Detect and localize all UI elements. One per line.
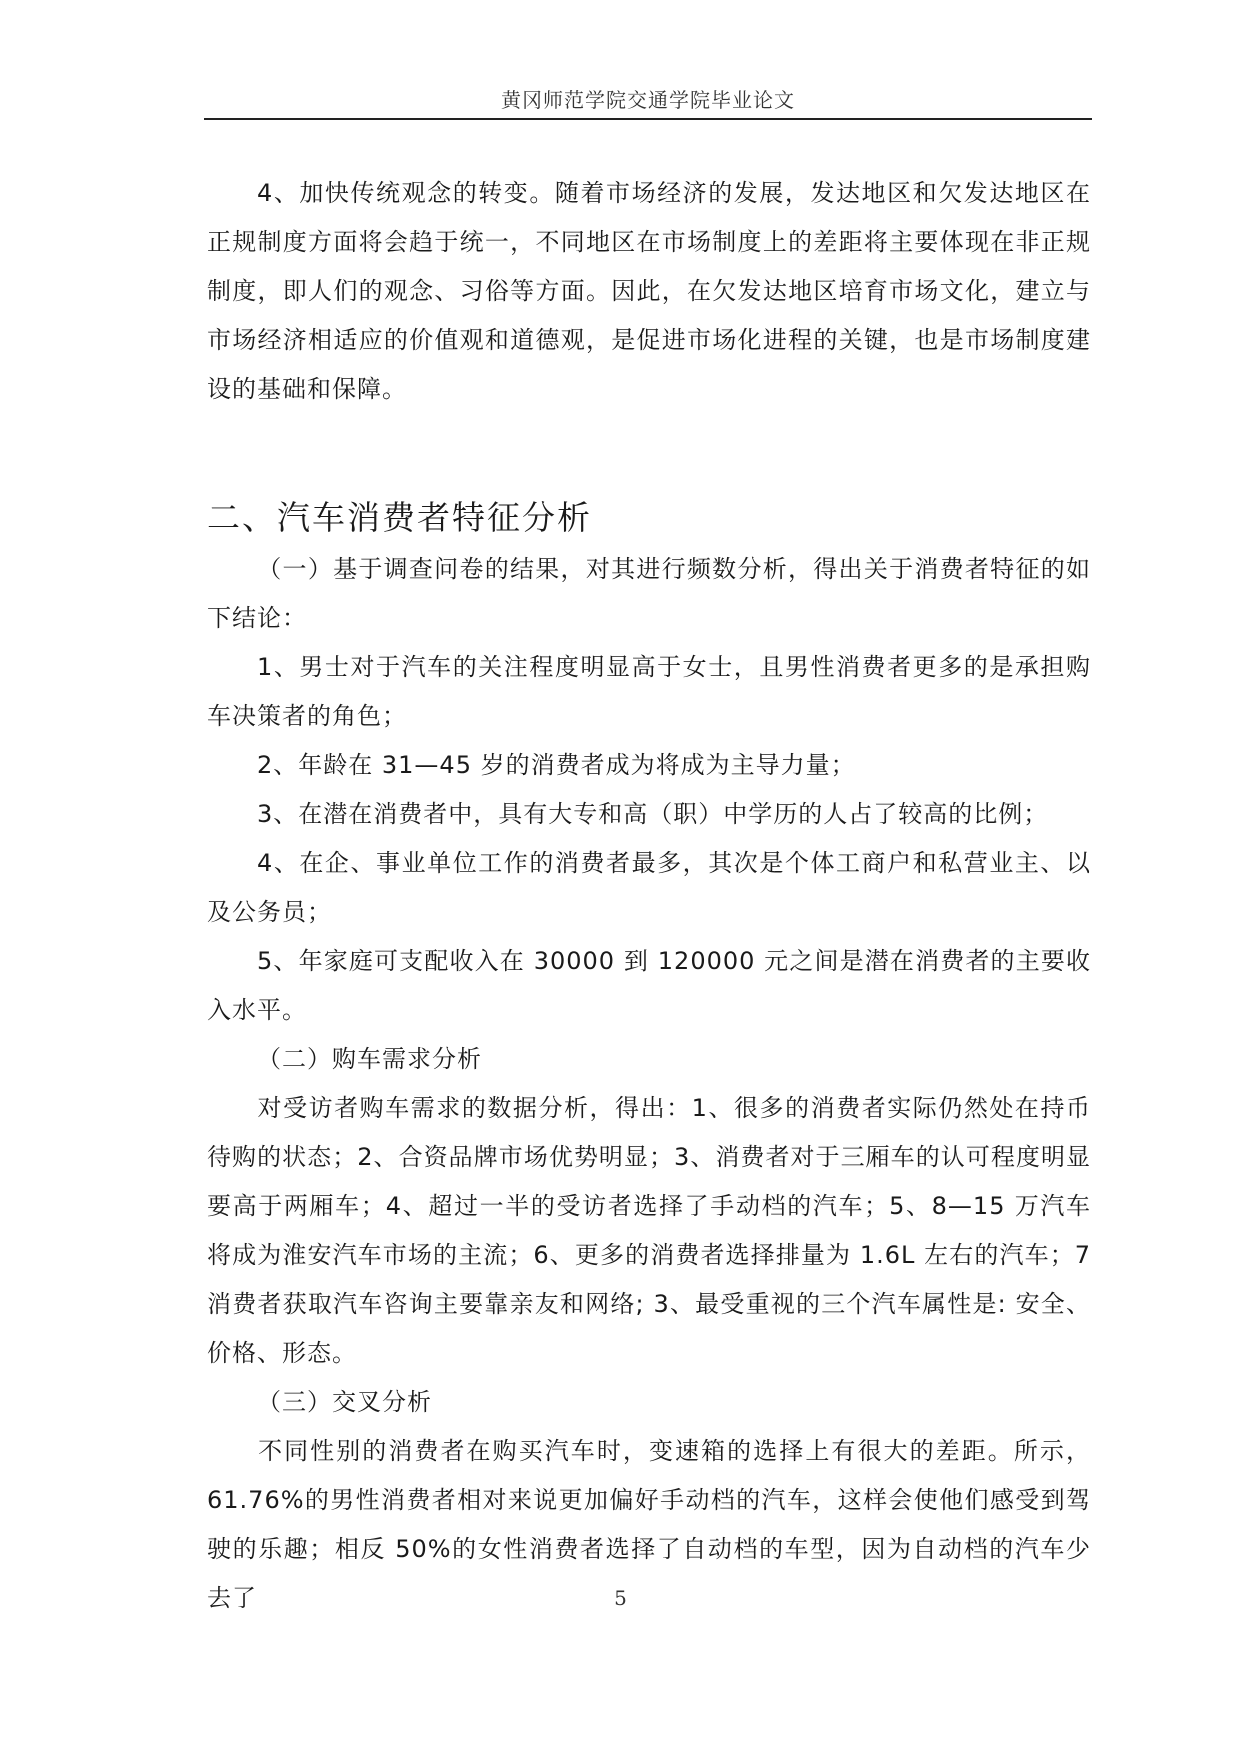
header-divider xyxy=(204,118,1092,120)
paragraph-text: 1、男士对于汽车的关注程度明显高于女士，且男性消费者更多的是承担购车决策者的角色； xyxy=(207,653,1091,730)
subsection-2-heading: （二）购车需求分析 xyxy=(257,1045,482,1073)
paragraph-traditional-concepts xyxy=(207,169,1091,414)
paragraph-text: 不同性别的消费者在购买汽车时，变速箱的选择上有很大的差距。所示，61.76%的男性消费者相对来说更加偏好手动档的汽车，这样会使他们感受到驾驶的乐趣；相反 50%的女性消费者选择了自动档的车型，因为自动档的汽车少去了 xyxy=(207,1437,1091,1612)
list-item-1 xyxy=(207,643,1091,741)
subsection-2-body xyxy=(207,1084,1091,1378)
paragraph-text: 对受访者购车需求的数据分析，得出：1、很多的消费者实际仍然处在持币待购的状态；2、合资品牌市场优势明显；3、消费者对于三厢车的认可程度明显要高于两厢车；4、超过一半的受访者选择了手动档的汽车；5、8—15 万汽车将成为淮安汽车市场的主流；6、更多的消费者选择排量为 1.6L 左右的汽车；7 消费者获取汽车咨询主要靠亲友和网络; 3、最受重视的三个汽车属性是: 安全、价格、形态。 xyxy=(207,1094,1091,1367)
paragraph-text: （一）基于调查问卷的结果，对其进行频数分析，得出关于消费者特征的如下结论： xyxy=(207,555,1091,632)
page-header-title: 黄冈师范学院交通学院毕业论文 xyxy=(501,88,795,112)
list-item-5 xyxy=(207,937,1091,1035)
paragraph-text: 3、在潜在消费者中，具有大专和高（职）中学历的人占了较高的比例； xyxy=(257,800,1049,828)
list-item-2 xyxy=(207,741,1091,790)
list-item-4 xyxy=(207,839,1091,937)
section-heading-consumer-analysis: 二、汽车消费者特征分析 xyxy=(207,498,592,537)
subsection-1-intro xyxy=(207,545,1091,643)
paragraph-text: 5、年家庭可支配收入在 30000 到 120000 元之间是潜在消费者的主要收入水平。 xyxy=(207,947,1091,1024)
paragraph-text: 4、加快传统观念的转变。随着市场经济的发展，发达地区和欠发达地区在正规制度方面将会趋于统一，不同地区在市场制度上的差距将主要体现在非正规制度，即人们的观念、习俗等方面。因此，在欠发达地区培育市场文化，建立与市场经济相适应的价值观和道德观，是促进市场化进程的关键，也是市场制度建设的基础和保障。 xyxy=(207,179,1091,403)
subsection-3-heading: （三）交叉分析 xyxy=(257,1388,432,1416)
list-item-3 xyxy=(207,790,1091,839)
paragraph-text: 4、在企、事业单位工作的消费者最多，其次是个体工商户和私营业主、以及公务员； xyxy=(207,849,1091,926)
paragraph-text: 2、年龄在 31—45 岁的消费者成为将成为主导力量； xyxy=(257,751,856,779)
page-number: 5 xyxy=(614,1586,627,1610)
